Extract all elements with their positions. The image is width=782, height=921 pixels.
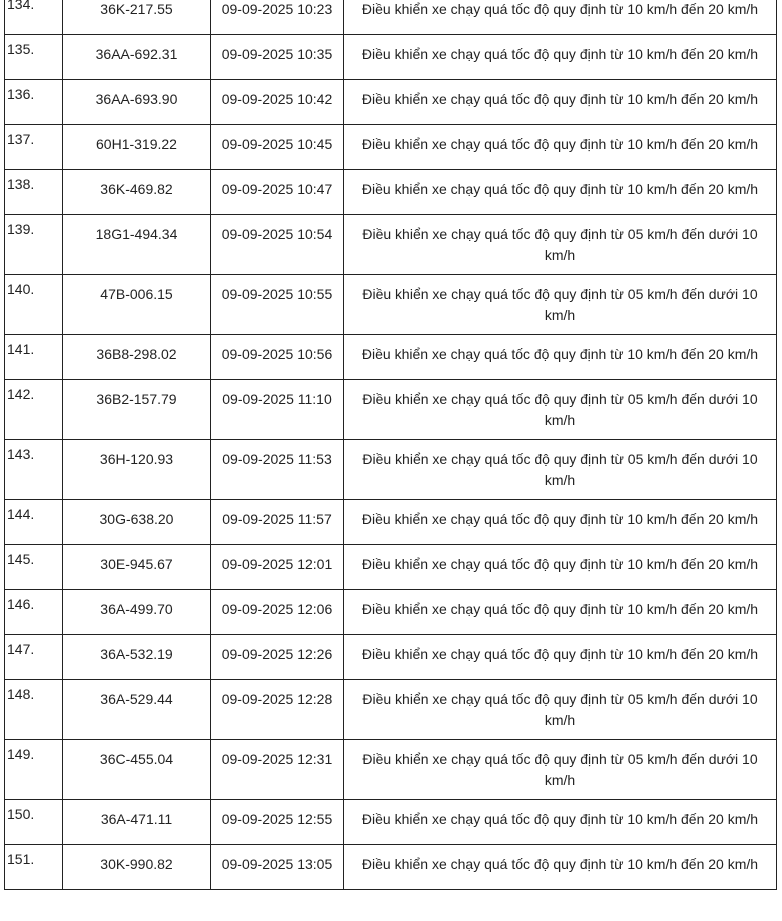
violation-description: Điều khiển xe chạy quá tốc độ quy định từ 05 km/h đến dưới 10 km/h <box>362 226 758 263</box>
violation-description: Điều khiển xe chạy quá tốc độ quy định từ 05 km/h đến dưới 10 km/h <box>362 691 758 728</box>
row-number: 149. <box>7 746 35 762</box>
plate-cell <box>63 125 211 170</box>
license-plate: 36K-469.82 <box>100 181 173 197</box>
description-cell <box>344 215 777 275</box>
license-plate: 60H1-319.22 <box>96 136 177 152</box>
plate-cell <box>63 635 211 680</box>
plate-cell <box>63 740 211 800</box>
license-plate: 36A-471.11 <box>100 811 173 827</box>
description-cell <box>344 500 777 545</box>
violation-description: Điều khiển xe chạy quá tốc độ quy định từ 10 km/h đến 20 km/h <box>361 91 759 107</box>
violation-time: 09-09-2025 10:56 <box>221 346 333 362</box>
row-number: 137. <box>7 131 35 147</box>
row-number-cell <box>5 170 63 215</box>
plate-cell <box>63 170 211 215</box>
time-cell <box>211 635 344 680</box>
row-number: 138. <box>7 176 35 192</box>
time-cell <box>211 380 344 440</box>
table-row <box>5 0 777 35</box>
description-cell <box>344 170 777 215</box>
plate-cell <box>63 800 211 845</box>
plate-cell <box>63 680 211 740</box>
table-row <box>5 335 777 380</box>
plate-cell <box>63 845 211 890</box>
time-cell <box>211 170 344 215</box>
license-plate: 36B8-298.02 <box>96 346 177 362</box>
violation-time: 09-09-2025 10:45 <box>221 136 333 152</box>
table-row <box>5 845 777 890</box>
license-plate: 36AA-692.31 <box>95 46 178 62</box>
license-plate: 36AA-693.90 <box>95 91 178 107</box>
table-row <box>5 800 777 845</box>
row-number-cell <box>5 440 63 500</box>
time-cell <box>211 590 344 635</box>
row-number-cell <box>5 125 63 170</box>
table-row <box>5 500 777 545</box>
description-cell <box>344 0 777 35</box>
violation-description: Điều khiển xe chạy quá tốc độ quy định từ 10 km/h đến 20 km/h <box>361 511 759 527</box>
row-number: 146. <box>7 596 35 612</box>
table-row <box>5 545 777 590</box>
plate-cell <box>63 35 211 80</box>
plate-cell <box>63 380 211 440</box>
row-number-cell <box>5 275 63 335</box>
table-row <box>5 35 777 80</box>
plate-cell <box>63 590 211 635</box>
violation-description: Điều khiển xe chạy quá tốc độ quy định từ 10 km/h đến 20 km/h <box>361 1 759 17</box>
description-cell <box>344 335 777 380</box>
table-row <box>5 215 777 275</box>
plate-cell <box>63 440 211 500</box>
table-row <box>5 740 777 800</box>
license-plate: 30K-990.82 <box>100 856 173 872</box>
description-cell <box>344 545 777 590</box>
violation-time: 09-09-2025 11:57 <box>222 511 332 527</box>
row-number-cell <box>5 635 63 680</box>
time-cell <box>211 440 344 500</box>
time-cell <box>211 275 344 335</box>
violation-time: 09-09-2025 10:47 <box>221 181 333 197</box>
plate-cell <box>63 275 211 335</box>
description-cell <box>344 635 777 680</box>
violation-time: 09-09-2025 11:10 <box>222 391 332 407</box>
license-plate: 36A-529.44 <box>100 691 173 707</box>
row-number-cell <box>5 545 63 590</box>
row-number-cell <box>5 500 63 545</box>
row-number-cell <box>5 335 63 380</box>
license-plate: 36A-532.19 <box>100 646 173 662</box>
description-cell <box>344 845 777 890</box>
time-cell <box>211 545 344 590</box>
violation-description: Điều khiển xe chạy quá tốc độ quy định từ 05 km/h đến dưới 10 km/h <box>362 391 758 428</box>
table-row <box>5 635 777 680</box>
license-plate: 36C-455.04 <box>99 751 174 767</box>
description-cell <box>344 35 777 80</box>
violation-time: 09-09-2025 10:23 <box>221 1 333 17</box>
table-row <box>5 170 777 215</box>
violation-description: Điều khiển xe chạy quá tốc độ quy định từ 10 km/h đến 20 km/h <box>361 556 759 572</box>
time-cell <box>211 800 344 845</box>
violation-time: 09-09-2025 10:35 <box>221 46 333 62</box>
row-number: 134. <box>7 0 35 12</box>
violation-time: 09-09-2025 12:55 <box>221 811 333 827</box>
violation-description: Điều khiển xe chạy quá tốc độ quy định từ 10 km/h đến 20 km/h <box>361 136 759 152</box>
violations-table <box>4 0 777 890</box>
violation-description: Điều khiển xe chạy quá tốc độ quy định từ 10 km/h đến 20 km/h <box>361 646 759 662</box>
table-row <box>5 125 777 170</box>
violation-time: 09-09-2025 10:54 <box>221 226 333 242</box>
license-plate: 30E-945.67 <box>100 556 173 572</box>
license-plate: 30G-638.20 <box>99 511 174 527</box>
description-cell <box>344 380 777 440</box>
row-number: 148. <box>7 686 35 702</box>
plate-cell <box>63 500 211 545</box>
violation-time: 09-09-2025 11:53 <box>222 451 332 467</box>
time-cell <box>211 335 344 380</box>
table-row <box>5 275 777 335</box>
violation-description: Điều khiển xe chạy quá tốc độ quy định từ 10 km/h đến 20 km/h <box>361 601 759 617</box>
description-cell <box>344 590 777 635</box>
violation-description: Điều khiển xe chạy quá tốc độ quy định từ 05 km/h đến dưới 10 km/h <box>362 286 758 323</box>
time-cell <box>211 500 344 545</box>
row-number-cell <box>5 800 63 845</box>
row-number-cell <box>5 215 63 275</box>
violation-description: Điều khiển xe chạy quá tốc độ quy định từ 05 km/h đến dưới 10 km/h <box>362 451 758 488</box>
violation-description: Điều khiển xe chạy quá tốc độ quy định từ 10 km/h đến 20 km/h <box>361 856 759 872</box>
time-cell <box>211 215 344 275</box>
row-number: 151. <box>7 851 35 867</box>
violation-time: 09-09-2025 10:55 <box>221 286 333 302</box>
license-plate: 18G1-494.34 <box>95 226 178 242</box>
license-plate: 47B-006.15 <box>100 286 173 302</box>
plate-cell <box>63 335 211 380</box>
plate-cell <box>63 545 211 590</box>
time-cell <box>211 740 344 800</box>
row-number: 135. <box>7 41 35 57</box>
row-number-cell <box>5 380 63 440</box>
description-cell <box>344 680 777 740</box>
table-row <box>5 440 777 500</box>
violation-description: Điều khiển xe chạy quá tốc độ quy định từ 05 km/h đến dưới 10 km/h <box>362 751 758 788</box>
row-number: 145. <box>7 551 35 567</box>
row-number: 150. <box>7 806 35 822</box>
license-plate: 36K-217.55 <box>100 1 173 17</box>
time-cell <box>211 680 344 740</box>
description-cell <box>344 800 777 845</box>
table-row <box>5 380 777 440</box>
row-number-cell <box>5 0 63 35</box>
plate-cell <box>63 0 211 35</box>
plate-cell <box>63 80 211 125</box>
row-number: 147. <box>7 641 35 657</box>
row-number-cell <box>5 35 63 80</box>
violation-description: Điều khiển xe chạy quá tốc độ quy định từ 10 km/h đến 20 km/h <box>361 811 759 827</box>
row-number: 141. <box>7 341 35 357</box>
license-plate: 36B2-157.79 <box>96 391 177 407</box>
time-cell <box>211 845 344 890</box>
row-number: 140. <box>7 281 35 297</box>
violation-description: Điều khiển xe chạy quá tốc độ quy định từ 10 km/h đến 20 km/h <box>361 181 759 197</box>
description-cell <box>344 740 777 800</box>
license-plate: 36A-499.70 <box>100 601 173 617</box>
row-number: 136. <box>7 86 35 102</box>
violation-description: Điều khiển xe chạy quá tốc độ quy định từ 10 km/h đến 20 km/h <box>361 46 759 62</box>
time-cell <box>211 80 344 125</box>
violation-time: 09-09-2025 12:06 <box>221 601 333 617</box>
time-cell <box>211 125 344 170</box>
violation-time: 09-09-2025 12:26 <box>221 646 333 662</box>
table-row <box>5 80 777 125</box>
violation-time: 09-09-2025 13:05 <box>221 856 333 872</box>
row-number: 144. <box>7 506 35 522</box>
license-plate: 36H-120.93 <box>99 451 174 467</box>
row-number: 142. <box>7 386 35 402</box>
description-cell <box>344 275 777 335</box>
description-cell <box>344 80 777 125</box>
row-number: 143. <box>7 446 35 462</box>
violation-description: Điều khiển xe chạy quá tốc độ quy định từ 10 km/h đến 20 km/h <box>361 346 759 362</box>
description-cell <box>344 440 777 500</box>
violation-time: 09-09-2025 10:42 <box>221 91 333 107</box>
time-cell <box>211 35 344 80</box>
time-cell <box>211 0 344 35</box>
row-number: 139. <box>7 221 35 237</box>
row-number-cell <box>5 845 63 890</box>
violation-time: 09-09-2025 12:28 <box>221 691 333 707</box>
violation-time: 09-09-2025 12:01 <box>221 556 333 572</box>
row-number-cell <box>5 740 63 800</box>
table-row <box>5 590 777 635</box>
row-number-cell <box>5 680 63 740</box>
description-cell <box>344 125 777 170</box>
row-number-cell <box>5 590 63 635</box>
plate-cell <box>63 215 211 275</box>
violation-time: 09-09-2025 12:31 <box>221 751 333 767</box>
table-row <box>5 680 777 740</box>
row-number-cell <box>5 80 63 125</box>
